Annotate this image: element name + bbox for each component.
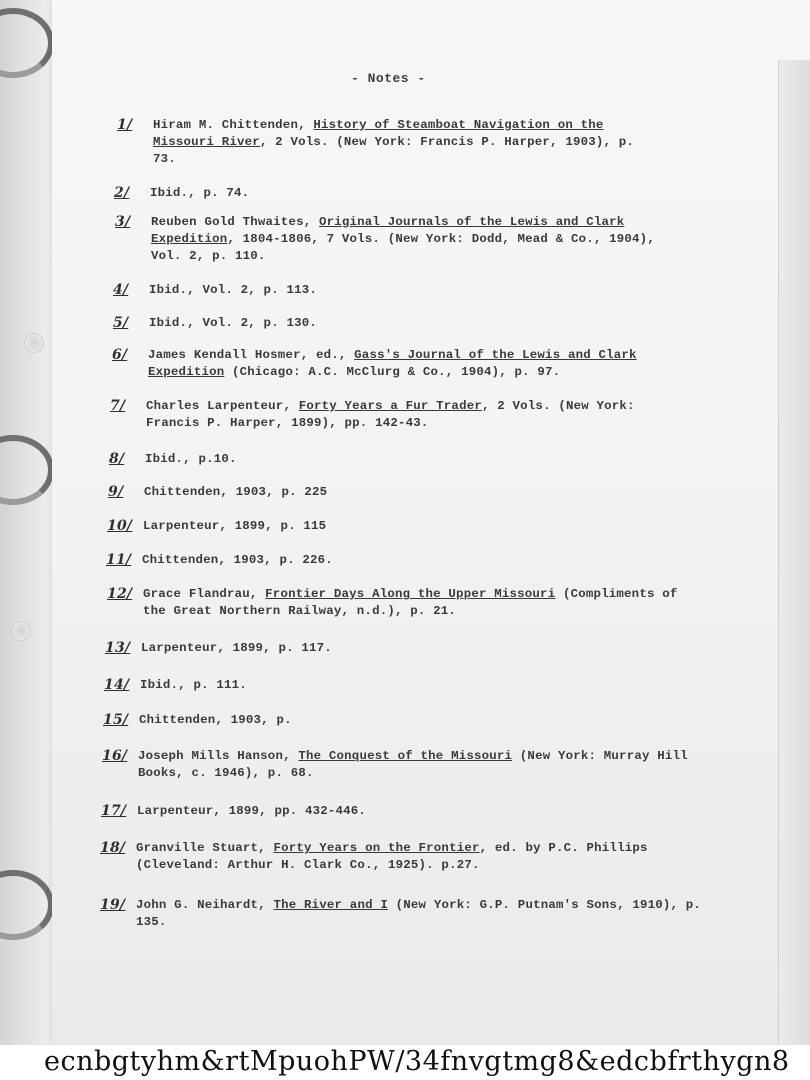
note-entry [101,803,712,820]
note-number: 10/ [107,518,133,534]
note-text: Grace Flandrau, [143,587,266,601]
note-text: Chittenden, 1903, p. [139,713,292,727]
note-number: 1/ [117,117,133,133]
binder-ring-middle [0,435,54,505]
note-entry [113,315,664,332]
note-entry [108,484,680,501]
note-number: 4/ [113,282,129,298]
note-number: 12/ [107,586,133,602]
note-text: Hiram M. Chittenden, [153,118,314,132]
note-entry [104,677,700,694]
note-citation: (New York: Murray Hill Books, c. 1946), p. 68. [138,749,688,780]
note-title: Frontier Days Along the Upper Missouri [265,587,556,601]
note-text: Larpenteur, 1899, p. 117. [141,641,332,655]
note-citation: (New York: G.P. Putnam's Sons, 1910), p. 135. [136,898,702,929]
note-number: 18/ [100,840,126,856]
note-citation: , 1804-1806, 7 Vols. (New York: Dodd, Mead & Co., 1904), Vol. 2, p. 110. [151,232,655,263]
note-number: 2/ [114,185,130,201]
note-text: Larpenteur, 1899, p. 115 [143,519,327,533]
note-number: 15/ [103,712,129,728]
note-title: Gass's Journal of the Lewis and Clark Expedition [148,348,637,379]
note-citation: , 2 Vols. (New York: Francis P. Harper, 1903), p. 73. [153,135,635,166]
note-number: 7/ [110,398,126,414]
note-entry [107,518,684,535]
note-number: 13/ [105,640,131,656]
note-number: 17/ [101,803,127,819]
note-text: Larpenteur, 1899, pp. 432-446. [137,804,367,818]
page-heading: - Notes - [351,71,426,86]
note-number: 16/ [102,748,128,764]
note-entry [110,398,672,432]
note-title: The Conquest of the Missouri [298,749,513,763]
note-entry [114,185,652,202]
note-text: Charles Larpenteur, [146,399,299,413]
note-text: Ibid., Vol. 2, p. 113. [149,283,317,297]
note-title: The River and I [273,898,388,912]
note-text: Ibid., Vol. 2, p. 130. [149,316,317,330]
note-entry [102,748,708,782]
paper-stack-edge [778,60,810,1045]
note-entry [103,712,704,729]
binder-ring-top [0,8,54,78]
note-citation: , 2 Vols. (New York: Francis P. Harper, 1899), pp. 142-43. [146,399,635,430]
punch-hole [11,621,31,641]
note-entry [100,840,716,874]
note-number: 9/ [108,484,124,500]
note-citation: , ed. by P.C. Phillips (Cleveland: Arthur H. Clark Co., 1925). p.27. [136,841,648,872]
note-citation: (Compliments of the Great Northern Railway, n.d.), p. 21. [143,587,678,618]
note-entry [105,640,696,657]
note-number: 5/ [113,315,129,331]
note-text: Ibid., p. 74. [150,186,250,200]
note-title: Forty Years a Fur Trader [298,399,482,413]
note-number: 19/ [100,897,126,913]
note-text: Ibid., p. 111. [140,678,247,692]
note-title: History of Steamboat Navigation on the Missouri River [153,118,604,149]
note-number: 3/ [115,214,131,230]
punch-hole [24,333,44,353]
bottom-text: ecnbgtyhm&rtMpuohPW/34fnvgtmg8&edcbfrthygn8 [44,1046,790,1077]
note-entry [107,586,692,620]
note-entry [100,897,720,931]
binder-ring-bottom [0,870,54,940]
note-entry [115,214,656,265]
note-text: Chittenden, 1903, p. 226. [142,553,333,567]
note-citation: (Chicago: A.C. McClurg & Co., 1904), p. 97. [224,365,561,379]
note-entry [113,282,660,299]
note-text: Chittenden, 1903, p. 225 [144,485,328,499]
note-number: 6/ [112,347,128,363]
note-number: 11/ [106,552,132,568]
note-text: Joseph Mills Hanson, [138,749,299,763]
note-entry [112,347,668,381]
note-entry [117,117,648,168]
note-text: Reuben Gold Thwaites, [151,215,319,229]
note-text: James Kendall Hosmer, ed., [148,348,355,362]
note-text: Ibid., p.10. [145,452,237,466]
note-text: Granville Stuart, [136,841,274,855]
note-title: Original Journals of the Lewis and Clark Expedition [151,215,625,246]
note-entry [106,552,688,569]
note-number: 8/ [109,451,125,467]
note-number: 14/ [104,677,130,693]
bottom-text-strip [0,1045,810,1080]
note-text: John G. Neihardt, [136,898,274,912]
note-entry [109,451,676,468]
note-title: Forty Years on the Frontier [273,841,480,855]
